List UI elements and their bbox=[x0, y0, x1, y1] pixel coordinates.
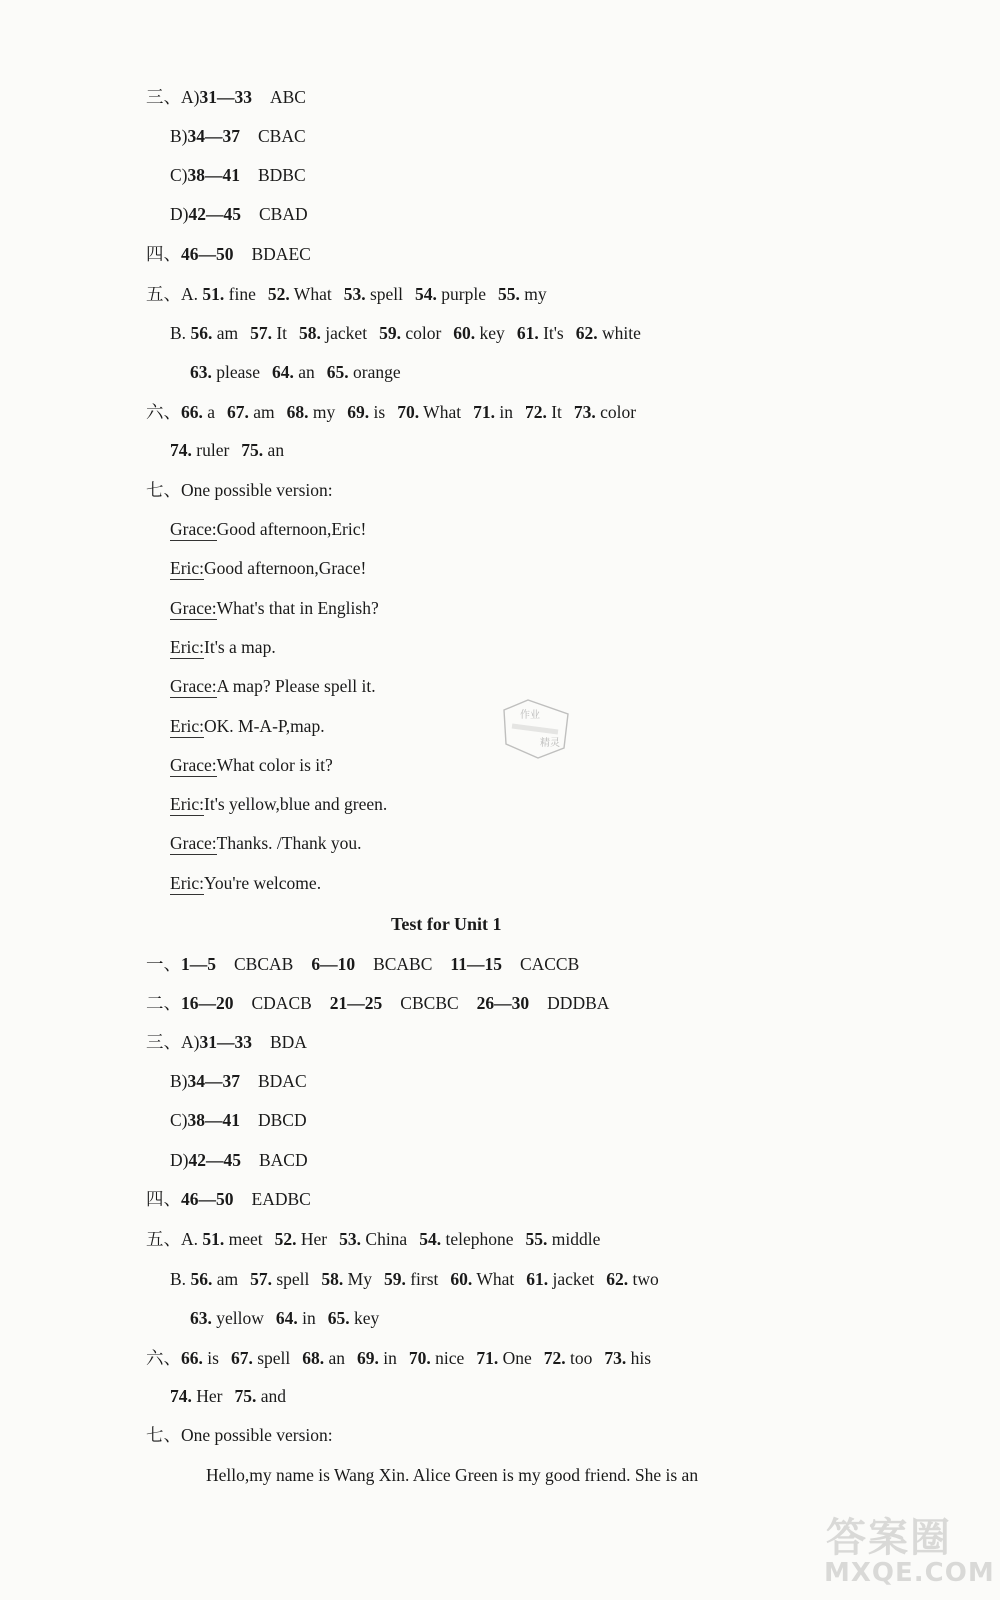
answer-word: Her bbox=[300, 1229, 328, 1249]
dialog-text: What color is it? bbox=[216, 755, 333, 775]
answer-word: spell bbox=[276, 1269, 310, 1289]
answer-item bbox=[339, 1229, 407, 1249]
answer-item bbox=[302, 1348, 345, 1368]
answer-word: spell bbox=[257, 1348, 291, 1368]
answer-word: am bbox=[216, 323, 239, 343]
answer-number: 68. bbox=[286, 402, 309, 422]
answer-word: color bbox=[405, 323, 442, 343]
answer-word: is bbox=[373, 402, 386, 422]
answer-word: ruler bbox=[196, 440, 230, 460]
dialog-text: A map? Please spell it. bbox=[216, 676, 376, 696]
answer-line-7: 七、One possible version: bbox=[146, 1425, 333, 1445]
answer-item bbox=[450, 1269, 514, 1289]
answer-number: 74. bbox=[170, 440, 192, 460]
answer-word: please bbox=[216, 362, 260, 382]
speaker-name: Eric: bbox=[170, 794, 205, 814]
answer-word: in bbox=[383, 1348, 397, 1368]
answer-item bbox=[476, 1348, 531, 1368]
answer-item bbox=[517, 323, 564, 343]
answer-number: 58. bbox=[321, 1269, 344, 1289]
watermark-url: MXQE.COM bbox=[824, 1558, 995, 1588]
speaker-name: Eric: bbox=[170, 873, 205, 893]
answer-item bbox=[419, 1229, 513, 1249]
answer-item bbox=[181, 402, 215, 422]
answer-word: orange bbox=[353, 362, 401, 382]
dialog-line bbox=[170, 636, 276, 658]
answer-item bbox=[473, 402, 513, 422]
answer-number: 54. bbox=[419, 1229, 442, 1249]
answer-word: two bbox=[632, 1269, 659, 1289]
answer-word: my bbox=[524, 284, 547, 304]
answer-number: 64. bbox=[275, 1308, 298, 1328]
answer-item bbox=[357, 1348, 397, 1368]
dialog-text: You're welcome. bbox=[204, 873, 322, 893]
answer-line-6b bbox=[170, 1385, 286, 1407]
answer-word: spell bbox=[369, 284, 404, 304]
dialog-line bbox=[170, 557, 366, 579]
answer-line-2: 二、16—20 CDACB 21—25 CBCBC 26—30 DDDBA bbox=[146, 993, 610, 1013]
answer-line-5b2 bbox=[190, 361, 401, 383]
answer-word: and bbox=[260, 1386, 287, 1406]
answer-line-3b: B)34—37 CBAC bbox=[170, 126, 306, 146]
answer-number: 56. bbox=[190, 1269, 213, 1289]
answer-item bbox=[574, 402, 636, 422]
answer-line-5b1: B. 56. am 57. It 58. jacket 59. color 60. key 61. It's 62. white bbox=[170, 323, 641, 343]
answer-number: 63. bbox=[190, 1308, 212, 1328]
answer-items bbox=[170, 440, 284, 460]
answer-number: 70. bbox=[408, 1348, 431, 1368]
answer-word: in bbox=[302, 1308, 316, 1328]
answer-line-3d: D)42—45 CBAD bbox=[170, 204, 308, 224]
speaker-name: Grace: bbox=[170, 676, 217, 696]
answer-word: a bbox=[207, 402, 216, 422]
answer-number: 52. bbox=[267, 284, 290, 304]
answer-item bbox=[268, 284, 332, 304]
answer-word: My bbox=[347, 1269, 372, 1289]
answer-number: 69. bbox=[357, 1348, 379, 1368]
answer-line-6a: 六、66. a 67. am 68. my 69. is 70. What 71. in 72. It 73. color bbox=[146, 402, 637, 422]
dialog-line bbox=[170, 872, 321, 894]
answer-line-1: 一、1—5 CBCAB 6—10 BCABC 11—15 CACCB bbox=[146, 954, 580, 974]
answer-number: 63. bbox=[190, 362, 212, 382]
answer-number: 54. bbox=[415, 284, 437, 304]
answer-word: his bbox=[630, 1348, 652, 1368]
answer-number: 66. bbox=[181, 402, 203, 422]
answer-word: am bbox=[253, 402, 275, 422]
answer-items bbox=[190, 1269, 658, 1289]
answer-word: What bbox=[293, 284, 332, 304]
answer-number: 69. bbox=[347, 402, 370, 422]
answer-items bbox=[190, 1308, 379, 1328]
answer-word: key bbox=[479, 323, 505, 343]
answer-item bbox=[287, 402, 336, 422]
answer-number: 51. bbox=[202, 1229, 225, 1249]
answer-word: What bbox=[476, 1269, 515, 1289]
answer-item bbox=[170, 1386, 222, 1406]
dialog-text: Good afternoon,Grace! bbox=[204, 558, 367, 578]
answer-line-3a: 三、A)31—33 BDA bbox=[146, 1032, 307, 1052]
answer-number: 52. bbox=[274, 1229, 297, 1249]
speaker-name: Eric: bbox=[170, 716, 205, 736]
speaker-name: Eric: bbox=[170, 637, 205, 657]
answer-line-6b bbox=[170, 439, 284, 461]
answer-word: meet bbox=[228, 1229, 263, 1249]
answer-item bbox=[250, 1269, 309, 1289]
stamp-logo bbox=[498, 696, 572, 762]
answer-item bbox=[272, 362, 315, 382]
answer-items bbox=[202, 1229, 600, 1249]
answer-line-6a: 六、66. is 67. spell 68. an 69. in 70. nice 71. One 72. too 73. his bbox=[146, 1348, 652, 1368]
answer-line-5b1: B. 56. am 57. spell 58. My 59. first 60. What 61. jacket 62. two bbox=[170, 1269, 659, 1289]
answer-line-3c: C)38—41 BDBC bbox=[170, 165, 306, 185]
answer-line-5b2 bbox=[190, 1307, 379, 1329]
answer-word: nice bbox=[435, 1348, 465, 1368]
answer-item bbox=[190, 323, 238, 343]
dialog-text: What's that in English? bbox=[216, 598, 379, 618]
answer-word: purple bbox=[441, 284, 486, 304]
dialog-text: OK. M-A-P,map. bbox=[204, 716, 325, 736]
answer-word: color bbox=[600, 402, 637, 422]
answer-line-5a: 五、A. 51. meet 52. Her 53. China 54. telephone 55. middle bbox=[146, 1229, 601, 1249]
dialog-text: It's a map. bbox=[204, 637, 276, 657]
answer-number: 62. bbox=[606, 1269, 629, 1289]
answer-line-4: 四、46—50 EADBC bbox=[146, 1189, 311, 1209]
answer-item bbox=[190, 1308, 264, 1328]
speaker-name: Grace: bbox=[170, 519, 217, 539]
answer-item bbox=[202, 284, 255, 304]
answer-number: 73. bbox=[573, 402, 596, 422]
answer-number: 60. bbox=[453, 323, 476, 343]
speaker-name: Grace: bbox=[170, 598, 217, 618]
answer-item bbox=[453, 323, 505, 343]
answer-number: 53. bbox=[343, 284, 366, 304]
answer-item bbox=[227, 402, 275, 422]
answer-word: an bbox=[328, 1348, 346, 1368]
answer-number: 57. bbox=[250, 323, 272, 343]
answer-number: 53. bbox=[339, 1229, 362, 1249]
answer-word: is bbox=[207, 1348, 219, 1368]
dialog-line bbox=[170, 754, 333, 776]
answer-word: an bbox=[298, 362, 315, 382]
answer-word: Her bbox=[196, 1386, 223, 1406]
answer-line-3b: B)34—37 BDAC bbox=[170, 1071, 307, 1091]
section-title: Test for Unit 1 bbox=[391, 914, 502, 934]
answer-number: 75. bbox=[241, 440, 264, 460]
answer-number: 64. bbox=[271, 362, 294, 382]
answer-line-4: 四、46—50 BDAEC bbox=[146, 244, 311, 264]
answer-item bbox=[250, 323, 287, 343]
answer-number: 60. bbox=[450, 1269, 473, 1289]
answer-word: It bbox=[551, 402, 562, 422]
answer-word: too bbox=[569, 1348, 593, 1368]
answer-number: 72. bbox=[524, 402, 547, 422]
answer-number: 74. bbox=[170, 1386, 192, 1406]
answer-number: 59. bbox=[379, 323, 401, 343]
answer-item bbox=[190, 362, 260, 382]
answer-line-5a: 五、A. 51. fine 52. What 53. spell 54. purple 55. my bbox=[146, 284, 547, 304]
essay-text: Hello,my name is Wang Xin. Alice Green is my good friend. She is an bbox=[206, 1465, 699, 1485]
dialog-line bbox=[170, 715, 325, 737]
answer-number: 67. bbox=[227, 402, 249, 422]
answer-items bbox=[190, 362, 401, 382]
answer-word: One bbox=[502, 1348, 532, 1368]
answer-item bbox=[328, 1308, 380, 1328]
answer-number: 51. bbox=[202, 284, 225, 304]
dialog-line bbox=[170, 675, 376, 697]
answer-item bbox=[181, 1348, 219, 1368]
dialog-line bbox=[170, 832, 361, 854]
answer-item bbox=[299, 323, 367, 343]
answer-number: 75. bbox=[234, 1386, 257, 1406]
answer-item bbox=[606, 1269, 659, 1289]
dialog-text: It's yellow,blue and green. bbox=[204, 794, 388, 814]
answer-word: my bbox=[312, 402, 336, 422]
answer-number: 65. bbox=[327, 1308, 350, 1328]
watermark-text: 答案圈 bbox=[826, 1515, 952, 1561]
answer-item bbox=[379, 323, 441, 343]
answer-number: 65. bbox=[326, 362, 349, 382]
answer-word: key bbox=[354, 1308, 380, 1328]
answer-word: am bbox=[216, 1269, 239, 1289]
answer-word: China bbox=[365, 1229, 408, 1249]
answer-items bbox=[202, 284, 546, 304]
answer-items bbox=[181, 402, 636, 422]
answer-item bbox=[409, 1348, 464, 1368]
answer-item bbox=[234, 1386, 286, 1406]
speaker-name: Grace: bbox=[170, 833, 217, 853]
answer-items bbox=[181, 1348, 651, 1368]
dialog-line bbox=[170, 793, 387, 815]
answer-item bbox=[498, 284, 547, 304]
answer-item bbox=[384, 1269, 438, 1289]
answer-items bbox=[170, 1386, 286, 1406]
answer-item bbox=[544, 1348, 593, 1368]
answer-word: jacket bbox=[552, 1269, 595, 1289]
answer-number: 72. bbox=[543, 1348, 566, 1368]
answer-item bbox=[241, 440, 284, 460]
dialog-line bbox=[170, 518, 366, 540]
answer-number: 73. bbox=[604, 1348, 627, 1368]
answer-number: 58. bbox=[299, 323, 321, 343]
answer-item bbox=[525, 402, 562, 422]
answer-word: yellow bbox=[216, 1308, 264, 1328]
answer-word: fine bbox=[228, 284, 256, 304]
answer-word: middle bbox=[551, 1229, 601, 1249]
answer-line-3d: D)42—45 BACD bbox=[170, 1150, 308, 1170]
answer-number: 66. bbox=[181, 1348, 203, 1368]
stamp-bottom-text: 精灵 bbox=[540, 738, 560, 749]
answer-item bbox=[347, 402, 385, 422]
answer-number: 67. bbox=[230, 1348, 253, 1368]
answer-item bbox=[415, 284, 486, 304]
answer-word: It bbox=[276, 323, 288, 343]
answer-items bbox=[190, 323, 640, 343]
answer-line-7: 七、One possible version: bbox=[146, 480, 333, 500]
speaker-name: Grace: bbox=[170, 755, 217, 775]
answer-number: 55. bbox=[497, 284, 520, 304]
answer-item bbox=[344, 284, 403, 304]
answer-number: 56. bbox=[190, 323, 213, 343]
answer-item bbox=[526, 1269, 594, 1289]
answer-number: 61. bbox=[516, 323, 539, 343]
answer-item bbox=[202, 1229, 262, 1249]
answer-line-3c: C)38—41 DBCD bbox=[170, 1110, 307, 1130]
speaker-name: Eric: bbox=[170, 558, 205, 578]
answer-item bbox=[604, 1348, 651, 1368]
answer-item bbox=[275, 1229, 327, 1249]
answer-item bbox=[170, 440, 229, 460]
answer-item bbox=[397, 402, 461, 422]
answer-word: first bbox=[410, 1269, 439, 1289]
answer-number: 70. bbox=[397, 402, 420, 422]
answer-number: 55. bbox=[525, 1229, 548, 1249]
answer-word: white bbox=[601, 323, 641, 343]
answer-item bbox=[276, 1308, 316, 1328]
answer-word: jacket bbox=[325, 323, 368, 343]
answer-item bbox=[231, 1348, 290, 1368]
watermark-logo bbox=[816, 1506, 995, 1594]
dialog-text: Thanks. /Thank you. bbox=[216, 833, 362, 853]
answer-number: 57. bbox=[250, 1269, 272, 1289]
answer-item bbox=[190, 1269, 238, 1289]
answer-word: an bbox=[267, 440, 285, 460]
answer-word: It's bbox=[543, 323, 564, 343]
answer-line-3a: 三、A)31—33 ABC bbox=[146, 87, 306, 107]
answer-item bbox=[321, 1269, 372, 1289]
answer-word: telephone bbox=[445, 1229, 514, 1249]
answer-word: What bbox=[423, 402, 462, 422]
answer-item bbox=[525, 1229, 600, 1249]
answer-number: 71. bbox=[473, 402, 495, 422]
answer-item bbox=[576, 323, 641, 343]
answer-item bbox=[327, 362, 401, 382]
dialog-text: Good afternoon,Eric! bbox=[216, 519, 367, 539]
answer-number: 68. bbox=[302, 1348, 325, 1368]
answer-number: 59. bbox=[383, 1269, 406, 1289]
answer-word: in bbox=[499, 402, 513, 422]
stamp-top-text: 作业 bbox=[520, 710, 540, 721]
answer-number: 62. bbox=[575, 323, 598, 343]
dialog-line bbox=[170, 597, 379, 619]
answer-number: 71. bbox=[476, 1348, 499, 1368]
answer-number: 61. bbox=[526, 1269, 549, 1289]
